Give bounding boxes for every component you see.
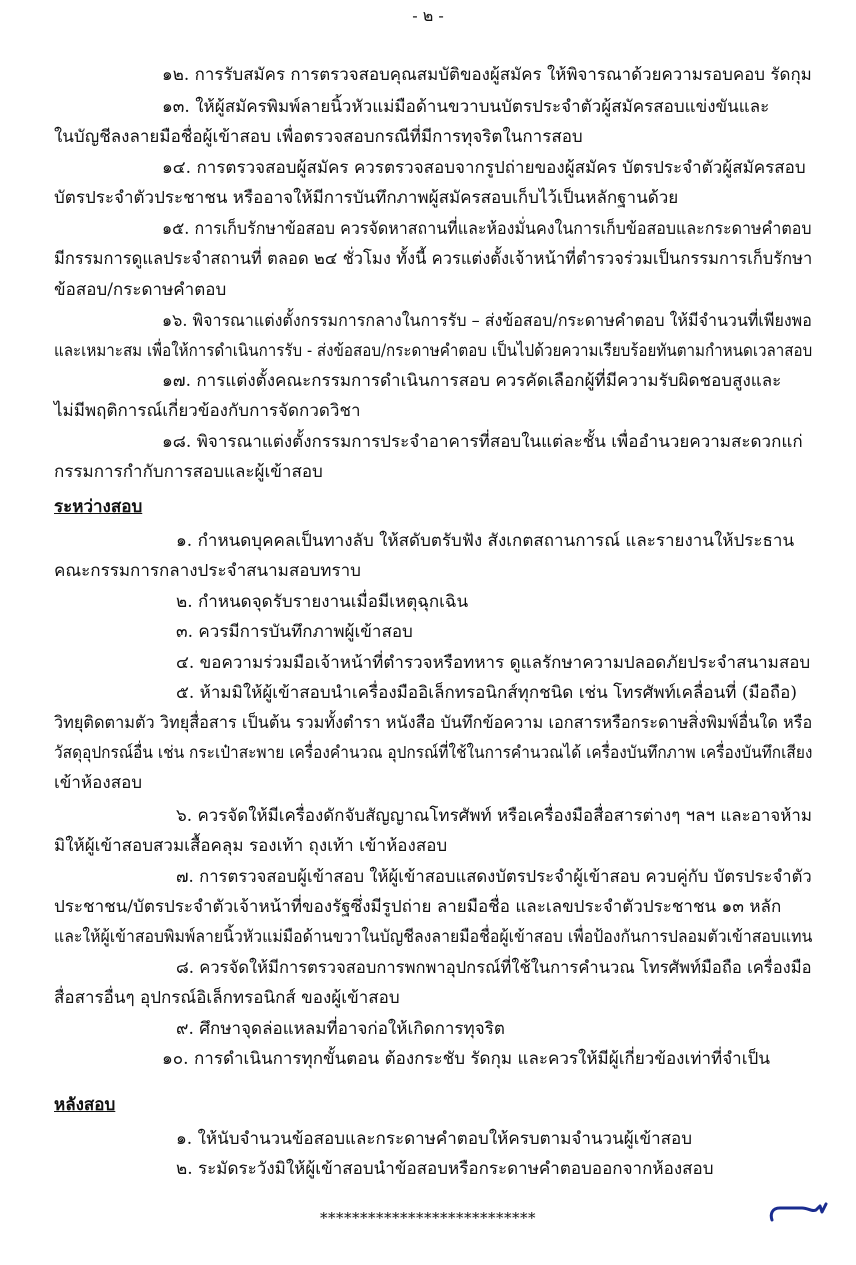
during-item-3: ๓. ควรมีการบันทึกภาพผู้เข้าสอบ — [176, 622, 413, 642]
during-item-10: ๑๐. การดำเนินการทุกขั้นตอน ต้องกระชับ รัดกุม และควรให้มีผู้เกี่ยวข้องเท่าที่จำเป็น — [162, 1049, 770, 1069]
during-item-6-cont: มิให้ผู้เข้าสอบสวมเสื้อคลุม รองเท้า ถุงเท้า เข้าห้องสอบ — [54, 836, 448, 856]
during-item-5-cont2: วัสดุอุปกรณ์อื่น เช่น กระเป๋าสะพาย เครื่องคำนวณ อุปกรณ์ที่ใช้ในการคำนวณได้ เครื่องบันทึกภาพ เครื่องบันทึกเสียง — [54, 743, 813, 763]
during-item-5-cont3: เข้าห้องสอบ — [54, 773, 143, 793]
item-15-cont2: ข้อสอบ/กระดาษคำตอบ — [54, 280, 227, 300]
item-14: ๑๔. การตรวจสอบผู้สมัคร ควรตรวจสอบจากรูปถ่ายของผู้สมัคร บัตรประจำตัวผู้สมัครสอบ — [162, 158, 806, 178]
during-item-9: ๙. ศึกษาจุดล่อแหลมที่อาจก่อให้เกิดการทุจริต — [176, 1019, 505, 1039]
during-item-8-cont: สื่อสารอื่นๆ อุปกรณ์อิเล็กทรอนิกส์ ของผู้เข้าสอบ — [54, 988, 400, 1008]
during-item-7-cont: ประชาชน/บัตรประจำตัวเจ้าหน้าที่ของรัฐซึ่งมีรูปถ่าย ลายมือชื่อ และเลขประจำตัวประชาชน ๑๓ หลัก — [54, 897, 782, 917]
end-mark: *************************** — [320, 1209, 536, 1227]
item-15-cont: มีกรรมการดูแลประจำสถานที่ ตลอด ๒๔ ชั่วโมง ทั้งนี้ ควรแต่งตั้งเจ้าหน้าที่ตำรวจร่วมเป็นกรรมการเก็บรักษา — [54, 249, 813, 269]
item-16-cont: และเหมาะสม เพื่อให้การดำเนินการรับ - ส่งข้อสอบ/กระดาษคำตอบ เป็นไปด้วยความเรียบร้อยทันตามกำหนดเวลาสอบ — [54, 341, 813, 361]
during-item-1: ๑. กำหนดบุคคลเป็นทางลับ ให้สดับตรับฟัง สังเกตสถานการณ์ และรายงานให้ประธาน — [176, 531, 795, 551]
item-18-cont: กรรมการกำกับการสอบและผู้เข้าสอบ — [54, 462, 323, 482]
during-item-7: ๗. การตรวจสอบผู้เข้าสอบ ให้ผู้เข้าสอบแสดงบัตรประจำผู้เข้าสอบ ควบคู่กับ บัตรประจำตัว — [176, 867, 812, 887]
during-item-5-cont: วิทยุติดตามตัว วิทยุสื่อสาร เป็นต้น รวมทั้งตำรา หนังสือ บันทึกข้อความ เอกสารหรือกระดาษสิ่งพิมพ์อื่นใด หรือ — [54, 713, 813, 733]
during-item-7-cont2: และให้ผู้เข้าสอบพิมพ์ลายนิ้วหัวแม่มือด้านขวาในบัญชีลงลายมือชื่อผู้เข้าสอบ เพื่อป้องกันการปลอมตัวเข้าสอบแทน — [54, 927, 813, 947]
item-17-cont: ไม่มีพฤติการณ์เกี่ยวข้องกับการจัดกวดวิชา — [54, 401, 361, 421]
item-13: ๑๓. ให้ผู้สมัครพิมพ์ลายนิ้วหัวแม่มือด้านขวาบนบัตรประจำตัวผู้สมัครสอบแข่งขันและ — [162, 97, 770, 117]
item-18: ๑๘. พิจารณาแต่งตั้งกรรมการประจำอาคารที่สอบในแต่ละชั้น เพื่ออำนวยความสะดวกแก่ — [162, 432, 803, 452]
during-item-6: ๖. ควรจัดให้มีเครื่องดักจับสัญญาณโทรศัพท์ หรือเครื่องมือสื่อสารต่างๆ ฯลฯ และอาจห้าม — [176, 806, 812, 826]
during-item-4: ๔. ขอความร่วมมือเจ้าหน้าที่ตำรวจหรือทหาร ดูแลรักษาความปลอดภัยประจำสนามสอบ — [176, 653, 811, 673]
item-12: ๑๒. การรับสมัคร การตรวจสอบคุณสมบัติของผู้สมัคร ให้พิจารณาด้วยความรอบคอบ รัดกุม — [162, 65, 812, 85]
during-item-5: ๕. ห้ามมิให้ผู้เข้าสอบนำเครื่องมืออิเล็กทรอนิกส์ทุกชนิด เช่น โทรศัพท์เคลื่อนที่ (มือถือ) — [176, 683, 798, 703]
during-item-1-cont: คณะกรรมการกลางประจำสนามสอบทราบ — [54, 561, 361, 581]
during-item-8: ๘. ควรจัดให้มีการตรวจสอบการพกพาอุปกรณ์ที่ใช้ในการคำนวณ โทรศัพท์มือถือ เครื่องมือ — [176, 958, 812, 978]
after-item-1: ๑. ให้นับจำนวนข้อสอบและกระดาษคำตอบให้ครบตามจำนวนผู้เข้าสอบ — [176, 1129, 693, 1149]
heading-after-exam: หลังสอบ — [54, 1095, 116, 1115]
item-13-cont: ในบัญชีลงลายมือชื่อผู้เข้าสอบ เพื่อตรวจสอบกรณีที่มีการทุจริตในการสอบ — [54, 127, 583, 147]
page-number: - ๒ - — [412, 6, 444, 25]
during-item-2: ๒. กำหนดจุดรับรายงานเมื่อมีเหตุฉุกเฉิน — [176, 592, 469, 612]
item-16: ๑๖. พิจารณาแต่งตั้งกรรมการกลางในการรับ – ส่งข้อสอบ/กระดาษคำตอบ ให้มีจำนวนที่เพียงพอ — [162, 311, 812, 331]
handwritten-initial-mark — [762, 1188, 830, 1228]
item-15: ๑๕. การเก็บรักษาข้อสอบ ควรจัดหาสถานที่และห้องมั่นคงในการเก็บข้อสอบและกระดาษคำตอบ — [162, 219, 812, 239]
item-17: ๑๗. การแต่งตั้งคณะกรรมการดำเนินการสอบ ควรคัดเลือกผู้ที่มีความรับผิดชอบสูงและ — [162, 371, 782, 391]
item-14-cont: บัตรประจำตัวประชาชน หรืออาจให้มีการบันทึกภาพผู้สมัครสอบเก็บไว้เป็นหลักฐานด้วย — [54, 188, 679, 208]
heading-during-exam: ระหว่างสอบ — [54, 497, 143, 517]
after-item-2: ๒. ระมัดระวังมิให้ผู้เข้าสอบนำข้อสอบหรือกระดาษคำตอบออกจากห้องสอบ — [176, 1159, 714, 1179]
